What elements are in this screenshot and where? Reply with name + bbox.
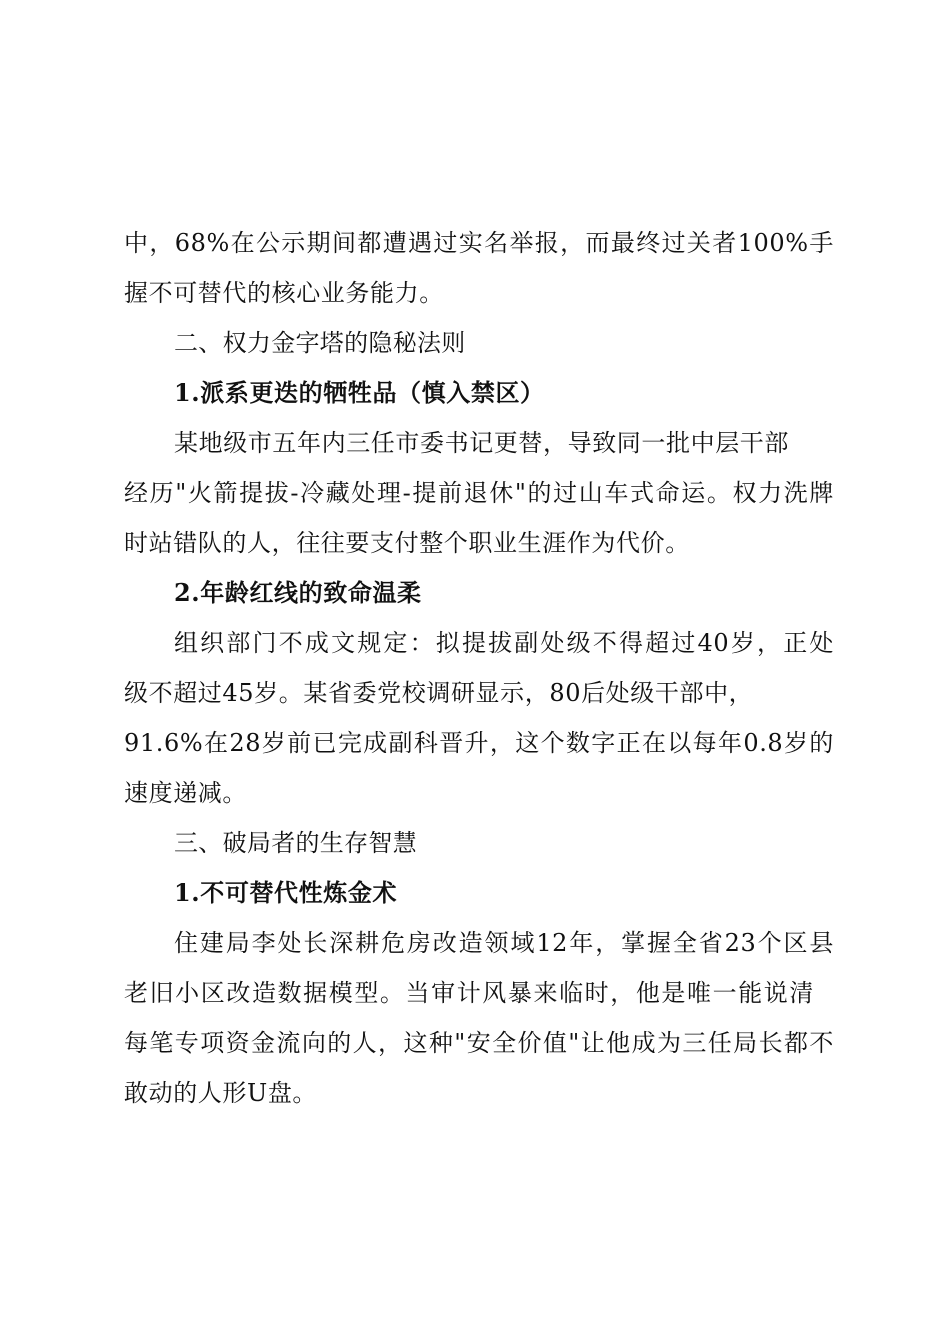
paragraph-line: 中，68%在公示期间都遭遇过实名举报，而最终过关者100%手 [124,229,834,257]
subsection-heading: 2.年龄红线的致命温柔 [174,578,422,607]
paragraph-line: 每笔专项资金流向的人，这种"安全价值"让他成为三任局长都不 [124,1029,834,1057]
paragraph-line: 组织部门不成文规定：拟提拔副处级不得超过40岁，正处 [174,629,834,657]
paragraph-line: 敢动的人形U盘。 [124,1079,318,1107]
subsection-heading: 1.派系更迭的牺牲品（慎入禁区） [174,378,545,407]
subsection-heading: 1.不可替代性炼金术 [174,878,398,907]
paragraph-line: 住建局李处长深耕危房改造领域12年，掌握全省23个区县 [174,929,834,957]
paragraph-line: 某地级市五年内三任市委书记更替，导致同一批中层干部 [174,429,789,457]
paragraph-line: 经历"火箭提拔-冷藏处理-提前退休"的过山车式命运。权力洗牌 [124,479,834,507]
paragraph-line: 91.6%在28岁前已完成副科晋升，这个数字正在以每年0.8岁的 [124,729,834,757]
paragraph-line: 速度递减。 [124,779,247,807]
section-heading: 三、破局者的生存智慧 [174,829,417,857]
paragraph-line: 老旧小区改造数据模型。当审计风暴来临时，他是唯一能说清 [124,979,814,1007]
section-heading: 二、权力金字塔的隐秘法则 [174,329,466,357]
paragraph-line: 时站错队的人，往往要支付整个职业生涯作为代价。 [124,529,690,557]
paragraph-line: 握不可替代的核心业务能力。 [124,279,444,307]
paragraph-line: 级不超过45岁。某省委党校调研显示，80后处级干部中， [124,679,754,707]
